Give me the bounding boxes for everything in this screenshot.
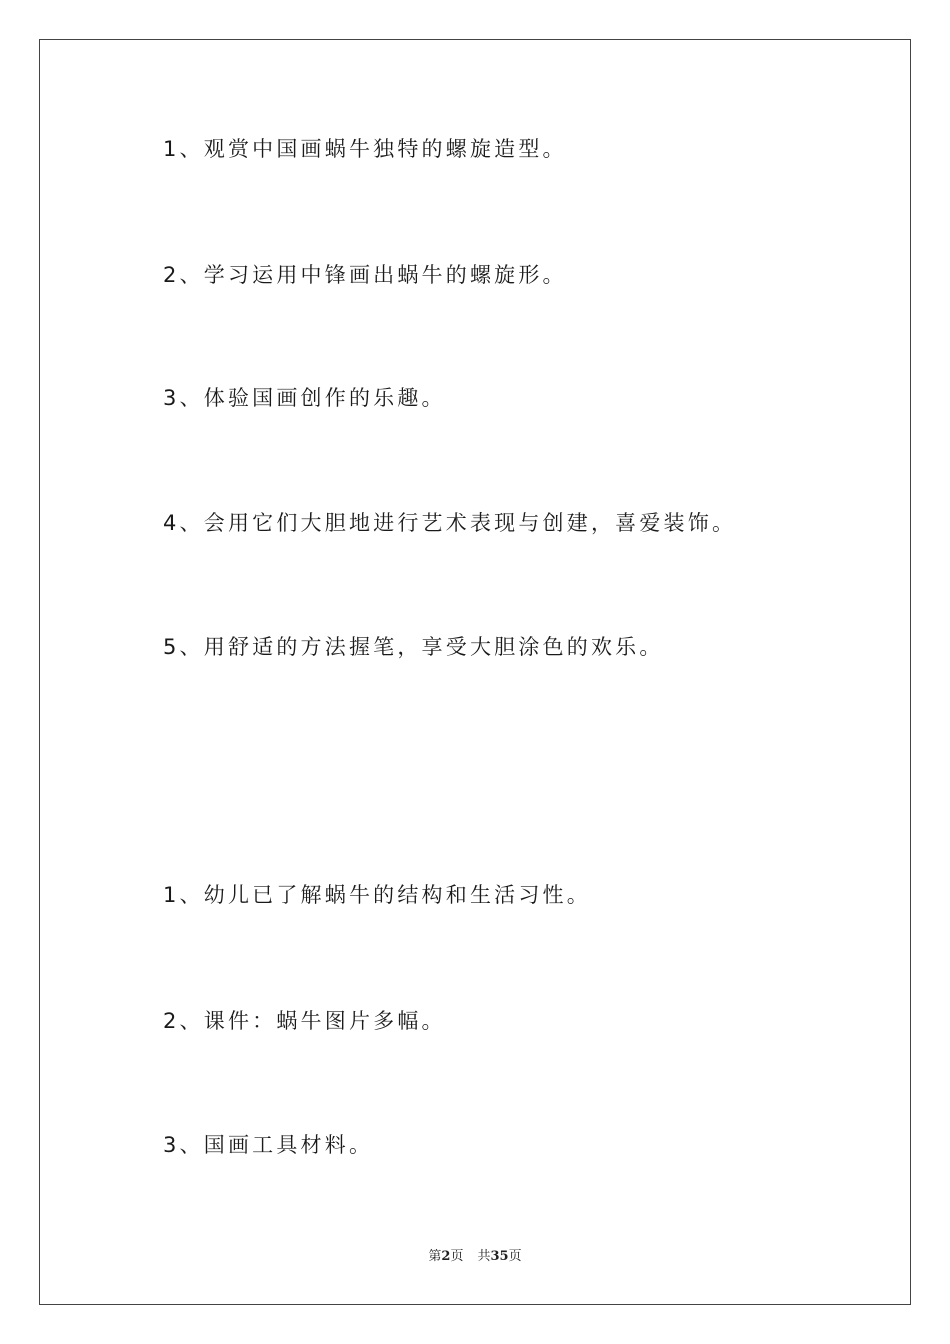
preparation-item-3: 3、国画工具材料。 — [163, 1133, 374, 1157]
total-suffix: 页 — [508, 1249, 522, 1264]
page-footer — [0, 1250, 950, 1263]
goal-item-5: 5、用舒适的方法握笔，享受大胆涂色的欢乐。 — [163, 635, 664, 659]
total-pages-number: 35 — [490, 1249, 509, 1264]
preparation-item-1: 1、幼儿已了解蜗牛的结构和生活习性。 — [163, 883, 591, 907]
page-prefix: 第 — [428, 1249, 442, 1264]
total-prefix: 共 — [477, 1249, 491, 1264]
goal-item-1: 1、观赏中国画蜗牛独特的螺旋造型。 — [163, 137, 567, 161]
page-border — [39, 39, 911, 1305]
current-page-number: 2 — [441, 1249, 451, 1264]
goal-item-3: 3、体验国画创作的乐趣。 — [163, 386, 446, 410]
page-suffix: 页 — [450, 1249, 464, 1264]
goal-item-2: 2、学习运用中锋画出蜗牛的螺旋形。 — [163, 263, 567, 287]
preparation-item-2: 2、课件：蜗牛图片多幅。 — [163, 1009, 446, 1033]
goal-item-4: 4、会用它们大胆地进行艺术表现与创建，喜爱装饰。 — [163, 511, 737, 535]
